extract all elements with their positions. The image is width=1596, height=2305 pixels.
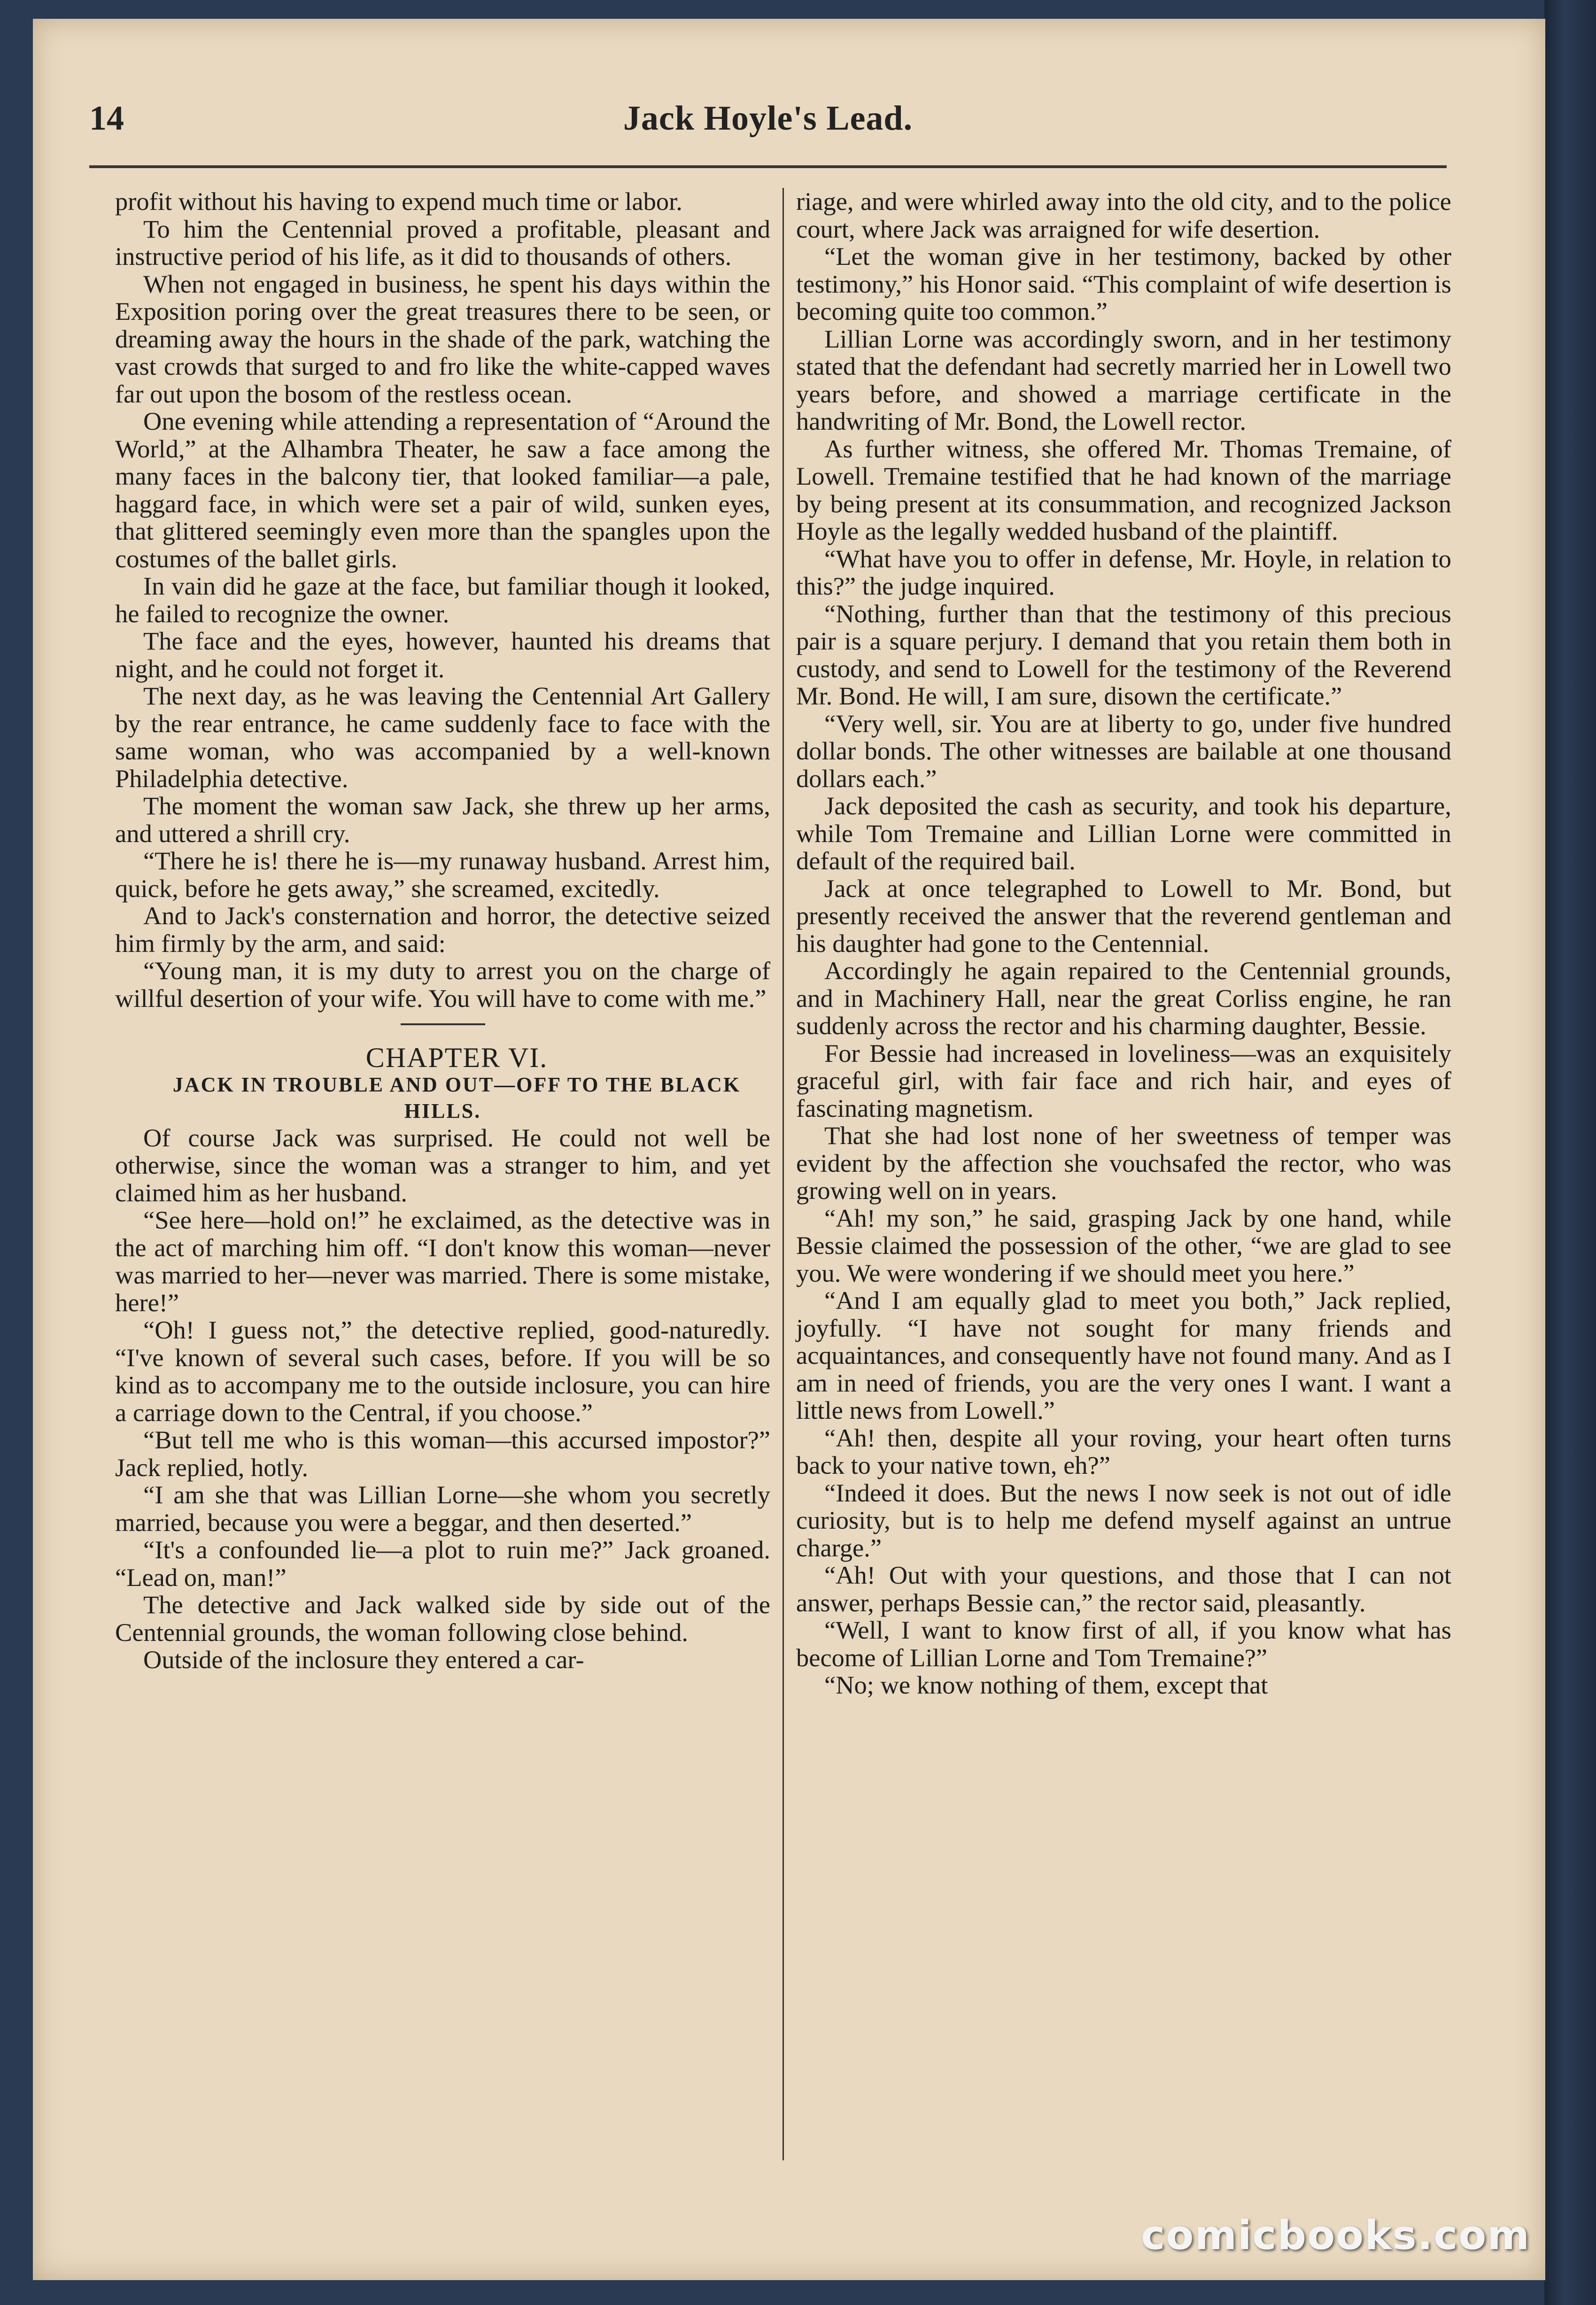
paragraph: “What have you to offer in defense, Mr. Hoyle, in relation to this?” the judge inquired.: [796, 544, 1451, 600]
paragraph: “Young man, it is my duty to arrest you on the charge of willful desertion of your wife. You will have to come with me.”: [115, 956, 770, 1013]
paragraph: That she had lost none of her sweetness of temper was evident by the affection she vouchsafed the rector, who was growing well on in years.: [796, 1121, 1451, 1205]
chapter-title: CHAPTER VI.: [365, 1042, 548, 1073]
paragraph: “But tell me who is this woman—this accursed impostor?” Jack replied, hotly.: [115, 1425, 770, 1482]
header-rule: [89, 165, 1447, 168]
paragraph: As further witness, she offered Mr. Thomas Tremaine, of Lowell. Tremaine testified that he had known of the marriage by being present at its consummation, and recognized Jackson Hoyle as the legally wedded husband of the plaintiff.: [796, 434, 1451, 545]
paragraph: Outside of the inclosure they entered a car-: [143, 1645, 584, 1674]
paragraph: “Ah! my son,” he said, grasping Jack by one hand, while Bessie claimed the possession of the other, “we are glad to see you. We were wondering if we should meet you here.”: [796, 1203, 1451, 1287]
paragraph: “Ah! Out with your questions, and those that I can not answer, perhaps Bessie can,” the rector said, pleasantly.: [796, 1561, 1451, 1617]
paragraph: “No; we know nothing of them, except that: [824, 1671, 1268, 1699]
paragraph: “There he is! there he is—my runaway husband. Arrest him, quick, before he gets away,” she screamed, excitedly.: [115, 846, 770, 903]
paragraph: Of course Jack was surprised. He could not well be otherwise, since the woman was a stranger to him, and yet claimed him as her husband.: [115, 1123, 770, 1207]
paragraph: riage, and were whirled away into the old city, and to the police court, where Jack was arraigned for wife desertion.: [796, 187, 1451, 243]
paragraph: For Bessie had increased in loveliness—was an exquisitely graceful girl, with fair face and rich hair, and eyes of fascinating magnetism.: [796, 1038, 1451, 1122]
paragraph: “And I am equally glad to meet you both,” Jack replied, joyfully. “I have not sought for many friends and acquaintances, and consequently have not found many. And as I am in need of friends, you are the very ones I want. I want a little news from Lowell.”: [796, 1286, 1451, 1424]
watermark: comicbooks.com: [1141, 2212, 1530, 2259]
right-column: [796, 188, 1451, 1699]
paragraph: To him the Centennial proved a profitable, pleasant and instructive period of his life, as it did to thousands of others.: [115, 214, 770, 271]
paragraph: Accordingly he again repaired to the Centennial grounds, and in Machinery Hall, near the great Corliss engine, he ran suddenly across the rector and his charming daughter, Bessie.: [796, 956, 1451, 1040]
page-header: [89, 89, 1447, 150]
paragraph: “Indeed it does. But the news I now seek is not out of idle curiosity, but is to help me defend myself against an untrue charge.”: [796, 1478, 1451, 1562]
paragraph: “Nothing, further than that the testimony of this precious pair is a square perjury. I demand that you retain them both in custody, and send to Lowell for the testimony of the Reverend Mr. Bond. He will, I am sure, disown the certificate.”: [796, 599, 1451, 710]
paragraph: “I am she that was Lillian Lorne—she whom you secretly married, because you were a beggar, and then deserted.”: [115, 1480, 770, 1537]
book-edge: [1544, 0, 1596, 2305]
paragraph: In vain did he gaze at the face, but familiar though it looked, he failed to recognize the owner.: [115, 572, 770, 628]
column-divider: [783, 188, 784, 2160]
paragraph: profit without his having to expend much time or labor.: [115, 187, 682, 216]
paragraph: “Let the woman give in her testimony, backed by other testimony,” his Honor said. “This complaint of wife desertion is becoming quite too common.”: [796, 242, 1451, 325]
page-number: 14: [89, 99, 124, 138]
paragraph: When not engaged in business, he spent his days within the Exposition poring over the great treasures there to be seen, or dreaming away the hours in the shade of the park, watching the vast crowds that surged to and fro like the white-capped waves far out upon the bosom of the restless ocean.: [115, 269, 770, 408]
chapter-rule: [401, 1023, 485, 1025]
paragraph: “It's a confounded lie—a plot to ruin me?” Jack groaned. “Lead on, man!”: [115, 1535, 770, 1592]
paragraph: “Well, I want to know first of all, if you know what has become of Lillian Lorne and Tom Tremaine?”: [796, 1616, 1451, 1672]
paragraph: “Oh! I guess not,” the detective replied, good-naturedly. “I've known of several such cases, before. If you will be so kind as to accompany me to the outside inclosure, you can hire a carriage down to the Central, if you choose.”: [115, 1315, 770, 1427]
paragraph: Lillian Lorne was accordingly sworn, and in her testimony stated that the defendant had secretly married her in Lowell two years before, and showed a marriage certificate in the handwriting of Mr. Bond, the Lowell rector.: [796, 324, 1451, 435]
paragraph: The face and the eyes, however, haunted his dreams that night, and he could not forget it.: [115, 627, 770, 683]
running-title: Jack Hoyle's Lead.: [623, 99, 913, 138]
left-column: [115, 188, 770, 1674]
paragraph: And to Jack's consternation and horror, the detective seized him firmly by the arm, and said:: [115, 901, 770, 958]
paragraph: The detective and Jack walked side by side out of the Centennial grounds, the woman following close behind.: [115, 1590, 770, 1647]
paragraph: Jack at once telegraphed to Lowell to Mr. Bond, but presently received the answer that the reverend gentleman and his daughter had gone to the Centennial.: [796, 874, 1451, 958]
chapter-subtitle: JACK IN TROUBLE AND OUT—OFF TO THE BLACK HILLS.: [172, 1073, 741, 1122]
paragraph: The moment the woman saw Jack, she threw up her arms, and uttered a shrill cry.: [115, 791, 770, 848]
paragraph: The next day, as he was leaving the Centennial Art Gallery by the rear entrance, he came suddenly face to face with the same woman, who was accompanied by a well-known Philadelphia detective.: [115, 681, 770, 793]
paragraph: One evening while attending a representation of “Around the World,” at the Alhambra Theater, he saw a face among the many faces in the balcony tier, that looked familiar—a pale, haggard face, in which were set a pair of wild, sunken eyes, that glittered seemingly even more than the spangles upon the costumes of the ballet girls.: [115, 407, 770, 573]
paragraph: “See here—hold on!” he exclaimed, as the detective was in the act of marching him off. “I don't know this woman—never was married to her—never was married. There is some mistake, here!”: [115, 1206, 770, 1317]
paragraph: “Very well, sir. You are at liberty to go, under five hundred dollar bonds. The other witnesses are bailable at one thousand dollars each.”: [796, 709, 1451, 793]
paragraph: Jack deposited the cash as security, and took his departure, while Tom Tremaine and Lillian Lorne were committed in default of the required bail.: [796, 791, 1451, 875]
paragraph: “Ah! then, despite all your roving, your heart often turns back to your native town, eh?”: [796, 1423, 1451, 1479]
